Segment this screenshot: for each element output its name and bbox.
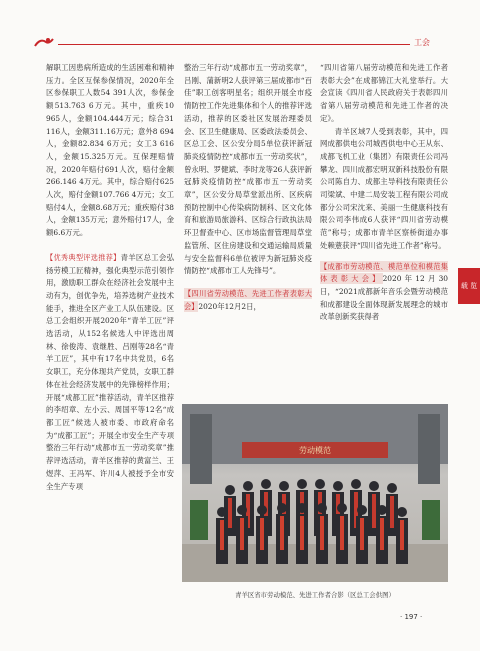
paragraph [46,252,174,493]
paragraph: 解职工因患病所造成的生活困难和精神压力。全区互保参保情况，2020年全区参保职工人数54 391人次，参保金额513.763 6万元。其中，重疾10 965人，金额104.444万元；综合31 116人，金额311.16万元；意外8 694人，金额82.834 6万元；女工3 616人，金额15.325万元。互保理赔情况，2020年赔付691人次，赔付金额266.146 4万元。其中，综合赔付625人次，赔付金额107.766 4万元；女工赔付4人，金额8.68万元；重疾赔付38人，金额135万元；意外赔付17人，金额6.6万元。 [46,63,174,238]
paragraph [184,288,312,313]
paragraph-text: 青羊区总工会弘扬劳模工匠精神，强化典型示范引领作用，激励职工群众在经济社会发展中主动有为，创优争先，培养选树产业技术能手，推进全区产业工人队伍建设。区总工会组织开展2020年“青羊工匠”评选活动，从152名候选人中评选出周林、徐俊涛、袁继胜、吕刚等28名“青羊工匠”，其中有17名中共党员，6名女职工，充分体现共产党员，女职工群体在社会经济发展中的先锋榜样作用；开展“成都工匠”推荐活动，青羊区推荐的李绍章、左小云、周国平等12名“成都工匠”候选人被市委、市政府命名为“成都工匠”；开展全市安全生产专项整治三年行动“成都市五一劳动奖章”推荐评选活动，青羊区推荐的黄富兰、王煜萍、王冯军、许川4人被授予全市安全生产专项 [46,252,174,491]
text-column-1 [46,62,174,493]
header-rule [58,44,410,45]
text-column-2 [184,62,312,313]
side-tab: 载 览 [458,268,480,304]
text-column-3 [320,62,448,324]
paragraph: “四川省第八届劳动模范和先进工作者表彰大会”在成都锦江大礼堂举行。大会宣读《四川省人民政府关于表彰四川省第八届劳动模范和先进工作者的决定》。 [320,63,448,123]
section-heading: 【成都市劳动模范、模范单位和模范集体表彰大会】 [320,261,448,284]
page-number: · 197 · [400,613,423,621]
paragraph-text: 2020年12月30日，“2021成都新年音乐会暨劳动模范和成都建设全面体现新发展理念的城市改革创新奖获得者 [320,274,448,322]
section-heading: 【四川省劳动模范、先进工作者表彰大会】 [184,288,312,311]
paragraph-text: 2020年12月2日， [198,301,261,311]
section-heading: 【优秀典型评选推荐】 [46,252,121,262]
group-photo [182,404,448,582]
paragraph: 青羊区域7人受到表彰，其中，四网成都供电公司城西供电中心王从东、成都飞机工业（集团）有限责任公司冯攀龙、四川成都宏明双新科技股份有限公司陈自力、成都主导科技有限责任公司梁斌、中建二局安装工程有限公司成都分公司宋沈来、美丽一生健康科技有限公司李伟成6人获评“四川省劳动模范”称号；成都市青羊区察桥街道办事处赖薏获评“四川省先进工作者”称号。 [320,126,448,250]
paragraph [320,261,448,325]
photo-caption: 青羊区省市劳动模范、先进工作者合影（区总工会供图） [235,591,395,599]
group-photo-illustration [182,404,448,582]
banner-text: 劳动模范 [299,446,331,455]
section-label: 工会 [414,38,430,47]
yearbook-logo-icon [34,36,54,48]
paragraph: 整治三年行动“成都市五一劳动奖章”，吕刚、蒲新明2人获评第三届成都市“百佳”职工创客明星名；组织开展全市疫情防控工作先进集体和个人的推荐评选活动，推荐的区委社区发展治理委员会、区卫生健康局、区委政法委员会、区总工会、区公安分局5单位获评新冠肺炎疫情防控“成都市五一劳动奖状”，曾永明、罗健斌、李时龙等26人获评新冠肺炎疫情防控“成都市五一劳动奖章”，区公安分局草堂派出所、区疾病预防控制中心传染病防制科、区文化体育和旅游局旅游科、区综合行政执法局环卫督查中心、区市场监督管理局草堂监管所、区住房建设和交通运输局质量与安全监督科6单位被评为新冠肺炎疫情防控“成都市工人先锋号”。 [184,63,312,276]
